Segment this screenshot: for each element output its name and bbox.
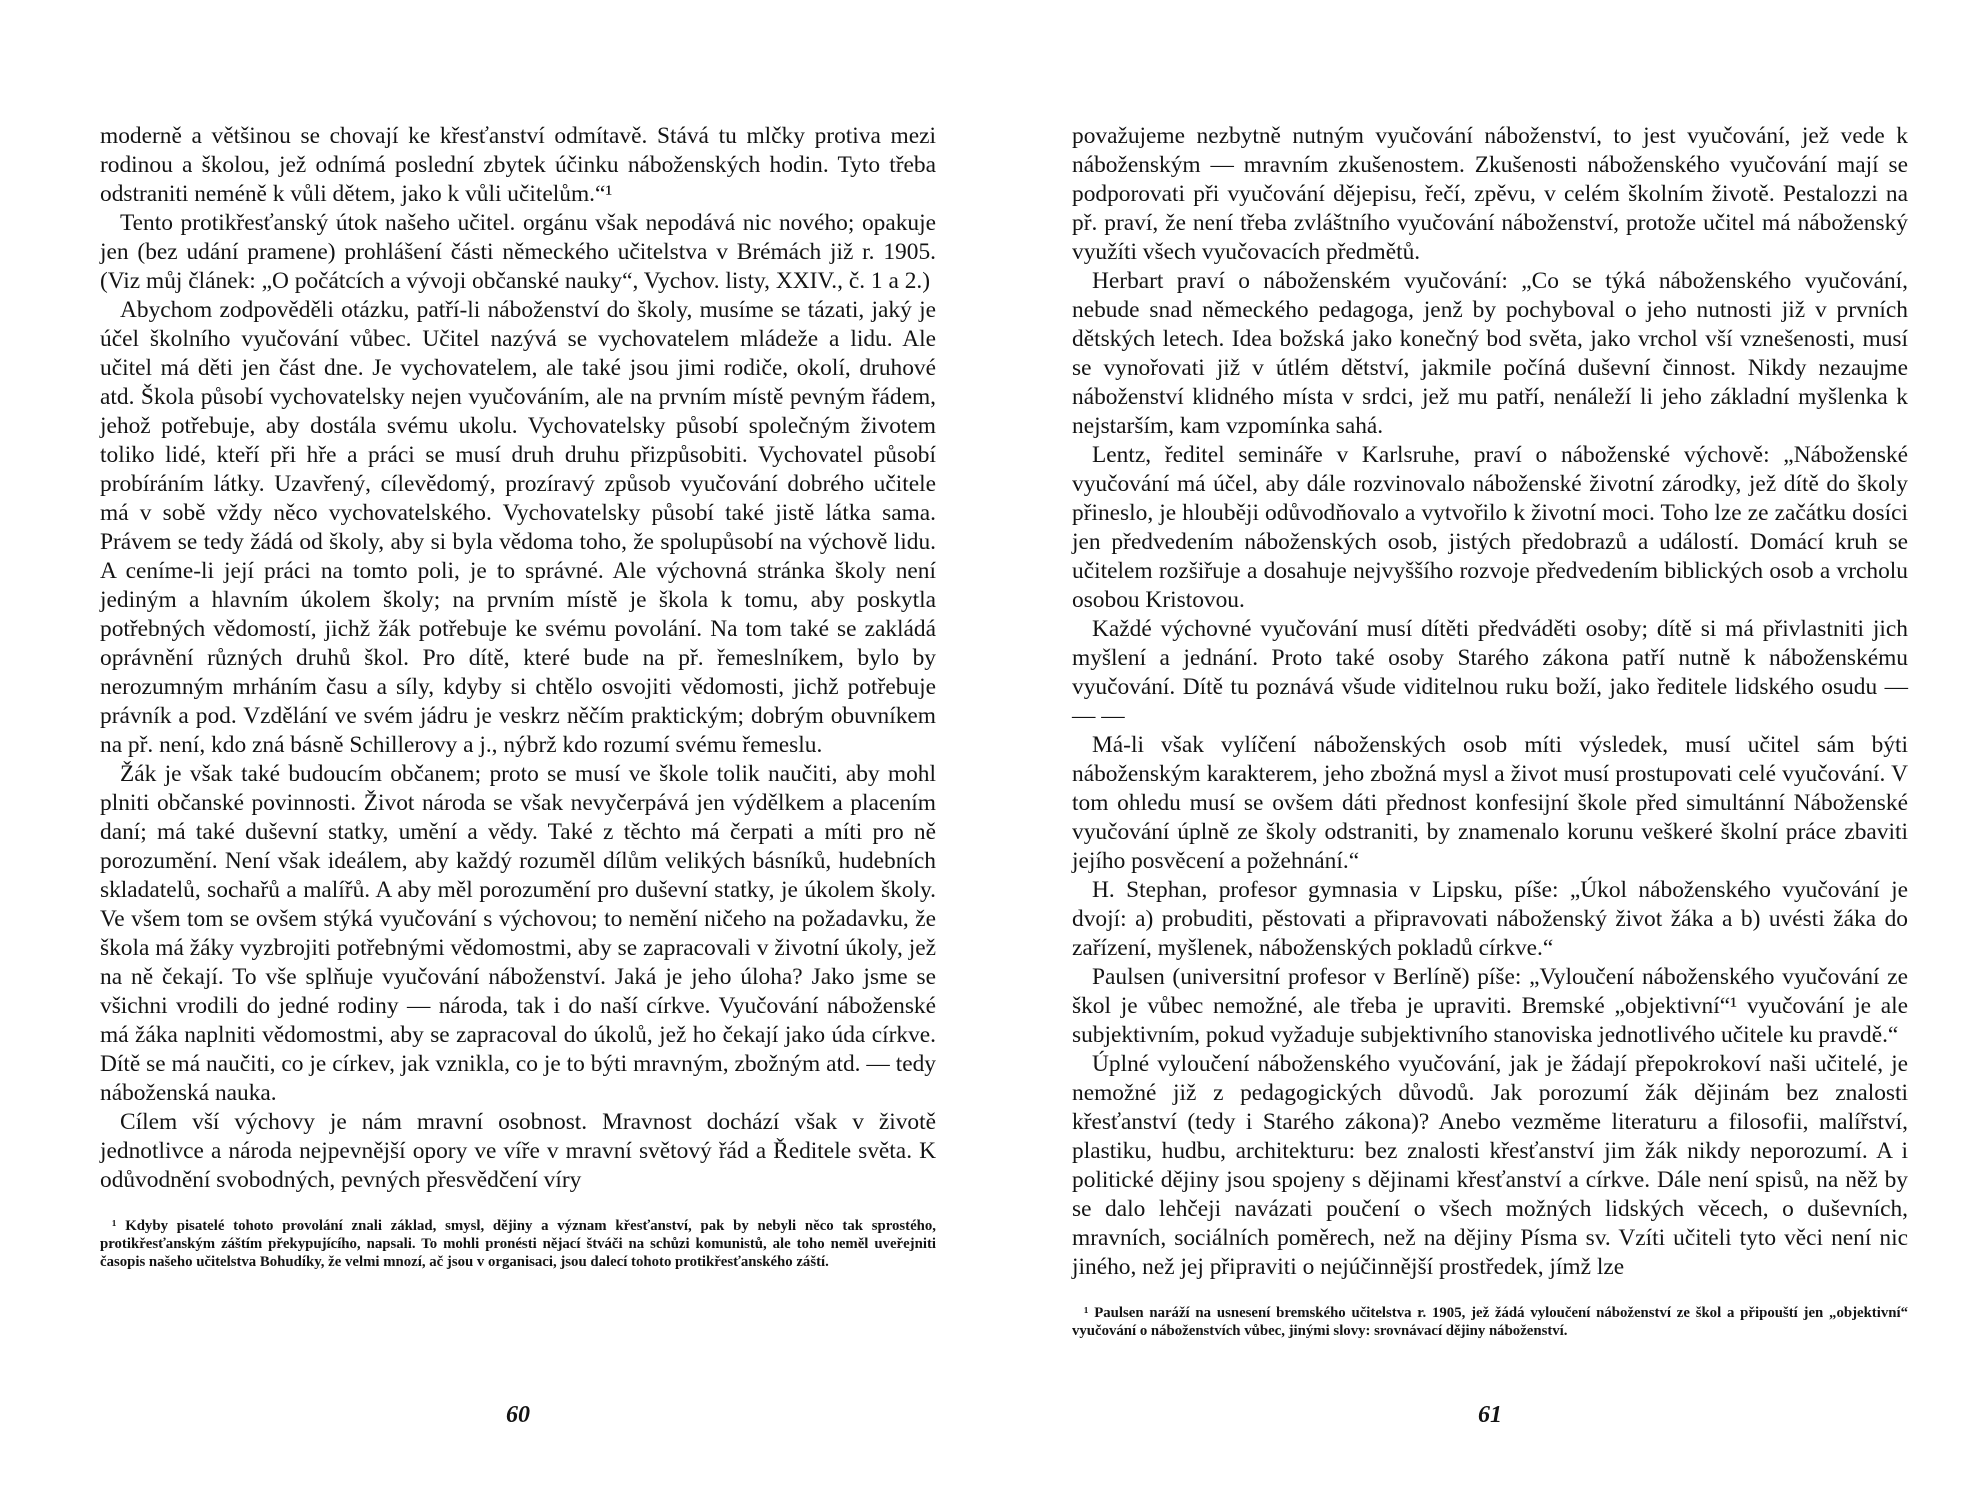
footnote: ¹ Kdyby pisatelé tohoto provolání znali základ, smysl, dějiny a význam křesťanství, pak by nebyli něco tak sprostého, protikřesťanským záštím překypujícího, napsali. To mohli pronésti nějací štváči na schůzi komunistů, ale toho neměl uveřejniti časopis našeho učitelstva Bohudíky, že velmi mnozí, ač jsou v organisaci, jsou dalecí tohoto protikřesťanského záští. <box>100 1218 936 1270</box>
left-page <box>100 122 936 1271</box>
footnote: ¹ Paulsen naráží na usnesení bremského učitelstva r. 1905, jež žádá vyloučení náboženství ze škol a připouští jen „objektivní“ vyučování o náboženstvích vůbec, jinými slovy: srovnávací dějiny náboženství. <box>1072 1305 1908 1339</box>
right-page <box>1072 122 1908 1340</box>
paragraph: moderně a většinou se chovají ke křesťanství odmítavě. Stává tu mlčky protiva mezi rodinou a školou, jež odnímá poslední zbytek účinku náboženských hodin. Tyto třeba odstraniti neméně k vůli dětem, jako k vůli učitelům.“¹ <box>100 123 936 207</box>
page-number-right: 61 <box>1478 1402 1502 1428</box>
paragraph: Herbart praví o náboženském vyučování: „Co se týká náboženského vyučování, nebude snad německého pedagoga, jenž by pochyboval o jeho nutnosti již v prvních dětských letech. Idea božská jako konečný bod světa, jako vrchol vší vznešenosti, musí se vynořovati již v útlém dětství, jakmile počíná duševní činnost. Nikdy nezaujme náboženství klidného místa v srdci, jež mu patří, nenáleží li jeho základní myšlenka k nejstarším, kam vzpomínka sahá. <box>1072 268 1908 439</box>
paragraph: Má-li však vylíčení náboženských osob míti výsledek, musí učitel sám býti náboženským karakterem, jeho zbožná mysl a život musí prostupovati celé vyučování. V tom ohledu musí se ovšem dáti přednost konfesijní škole před simultánní Náboženské vyučování úplně ze školy odstraniti, by znamenalo korunu veškeré školní práce zbaviti jejího posvěcení a požehnání.“ <box>1072 732 1908 874</box>
paragraph: Žák je však také budoucím občanem; proto se musí ve škole tolik naučiti, aby mohl plniti občanské povinnosti. Život národa se však nevyčerpává jen výdělkem a placením daní; má také duševní statky, umění a vědy. Také z těchto má čerpati a míti pro ně porozumění. Není však ideálem, aby každý rozuměl dílům velikých básníků, hudebních skladatelů, sochařů a malířů. A aby měl porozumění pro duševní statky, je úkolem školy. Ve všem tom se ovšem stýká vyučování s výchovou; to nemění ničeho na požadavku, že škola má žáky vyzbrojiti potřebnými vědomostmi, aby se zapracovali v životní úkoly, jež na ně čekají. To vše splňuje vyučování náboženství. Jaká je jeho úloha? Jako jsme se všichni vrodili do jedné rodiny — národa, tak i do naší církve. Vyučování náboženské má žáka naplniti vědomostmi, aby se zapracoval do úkolů, jež ho čekají jako úda církve. Dítě se má naučiti, co je církev, jak vznikla, co je to býti mravným, zbožným atd. — tedy náboženská nauka. <box>100 761 936 1106</box>
right-page-body <box>1072 122 1908 1282</box>
paragraph: Abychom zodpověděli otázku, patří-li náboženství do školy, musíme se tázati, jaký je účel školního vyučování vůbec. Učitel nazývá se vychovatelem mládeže a lidu. Ale učitel má děti jen část dne. Je vychovatelem, ale také jsou jimi rodiče, okolí, druhové atd. Škola působí vychovatelsky nejen vyučováním, ale na prvním místě pevným řádem, jehož potřebuje, aby dostála svému ukolu. Vychovatelsky působí společným životem toliko lidé, kteří při hře a práci se musí druh druhu přizpůsobiti. Vychovatel působí probíráním látky. Uzavřený, cílevědomý, prozíravý způsob vyučování dobrého učitele má v sobě vždy něco vychovatelského. Vychovatelsky působí také jistě látka sama. Právem se tedy žádá od školy, aby si byla vědoma toho, že spolupůsobí na výchově lidu. A ceníme-li její práci na tomto poli, je to správné. Ale výchovná stránka školy není jediným a hlavním úkolem školy; na prvním místě je škola k tomu, aby poskytla potřebných vědomostí, jichž žák potřebuje ke svému povolání. Na tom také se zakládá oprávnění různých druhů škol. Pro dítě, které bude na př. řemeslníkem, bylo by nerozumným mrháním času a síly, kdyby si chtělo osvojiti vědomosti, jichž potřebuje právník a pod. Vzdělání ve svém jádru je veskrz něčím praktickým; dobrým obuvníkem na př. není, kdo zná básně Schillerovy a j., nýbrž kdo rozumí svému řemeslu. <box>100 297 936 758</box>
paragraph: považujeme nezbytně nutným vyučování náboženství, to jest vyučování, jež vede k náboženským — mravním zkušenostem. Zkušenosti náboženského vyučování mají se podporovati při vyučování dějepisu, řečí, zpěvu, v celém školním životě. Pestalozzi na př. praví, že není třeba zvláštního vyučování náboženství, protože učitel má náboženský využíti všech vyučovacích předmětů. <box>1072 123 1908 265</box>
paragraph: Úplné vyloučení náboženského vyučování, jak je žádají přepokrokoví naši učitelé, je nemožné již z pedagogických důvodů. Jak porozumí žák dějinám bez znalosti křesťanství (tedy i Starého zákona)? Anebo vezměme literaturu a filosofii, malířství, plastiku, hudbu, architekturu: bez znalosti křesťanství jim žák nikdy neporozumí. A i politické dějiny jsou spojeny s dějinami křesťanství a církve. Dále není spisů, na něž by se dalo lehčeji navázati poučení o všech možných lidských věcech, o duševních, mravních, sociálních poměrech, než na dějiny Písma sv. Vzíti učiteli tyto věci není nic jiného, než jej připraviti o nejúčinnější prostředek, jímž lze <box>1072 1051 1908 1280</box>
paragraph: Paulsen (universitní profesor v Berlíně) píše: „Vyloučení náboženského vyučování ze škol je vůbec nemožné, ale třeba je upraviti. Bremské „objektivní“¹ vyučování je ale subjektivním, pokud vyžaduje subjektivního stanoviska jednotlivého učitele ku pravdě.“ <box>1072 964 1908 1048</box>
paragraph: H. Stephan, profesor gymnasia v Lipsku, píše: „Úkol náboženského vyučování je dvojí: a) probuditi, pěstovati a připravovati náboženský život žáka a b) uvésti žáka do zařízení, myšlenek, náboženských pokladů církve.“ <box>1072 877 1908 961</box>
left-page-body <box>100 122 936 1195</box>
paragraph: Lentz, ředitel semináře v Karlsruhe, praví o náboženské výchově: „Náboženské vyučování má účel, aby dále rozvinovalo náboženské životní zárodky, jež dítě do školy přineslo, je hlouběji odůvodňovalo a vytvořilo k životní moci. Toho lze ze začátku dosíci jen předvedením náboženských osob, jistých předobrazů a událostí. Domácí kruh se učitelem rozšiřuje a dosahuje nejvyššího rozvoje předvedením biblických osob a vrcholu osobou Kristovou. <box>1072 442 1908 613</box>
paragraph: Každé výchovné vyučování musí dítěti předváděti osoby; dítě si má přivlastniti jich myšlení a jednání. Proto také osoby Starého zákona patří nutně k náboženskému vyučování. Dítě tu poznává všude viditelnou ruku boží, jako ředitele lidského osudu — — — <box>1072 616 1908 729</box>
left-page-footnotes <box>100 1217 936 1271</box>
paragraph: Cílem vší výchovy je nám mravní osobnost. Mravnost dochází však v životě jednotlivce a národa nejpevnější opory ve víře v mravní světový řád a Ředitele světa. K odůvodnění svobodných, pevných přesvědčení víry <box>100 1109 936 1193</box>
page-number-left: 60 <box>506 1402 530 1428</box>
paragraph: Tento protikřesťanský útok našeho učitel. orgánu však nepodává nic nového; opakuje jen (bez udání pramene) prohlášení části německého učitelstva v Brémách již r. 1905. (Viz můj článek: „O počátcích a vývoji občanské nauky“, Vychov. listy, XXIV., č. 1 a 2.) <box>100 210 936 294</box>
right-page-footnotes <box>1072 1304 1908 1340</box>
